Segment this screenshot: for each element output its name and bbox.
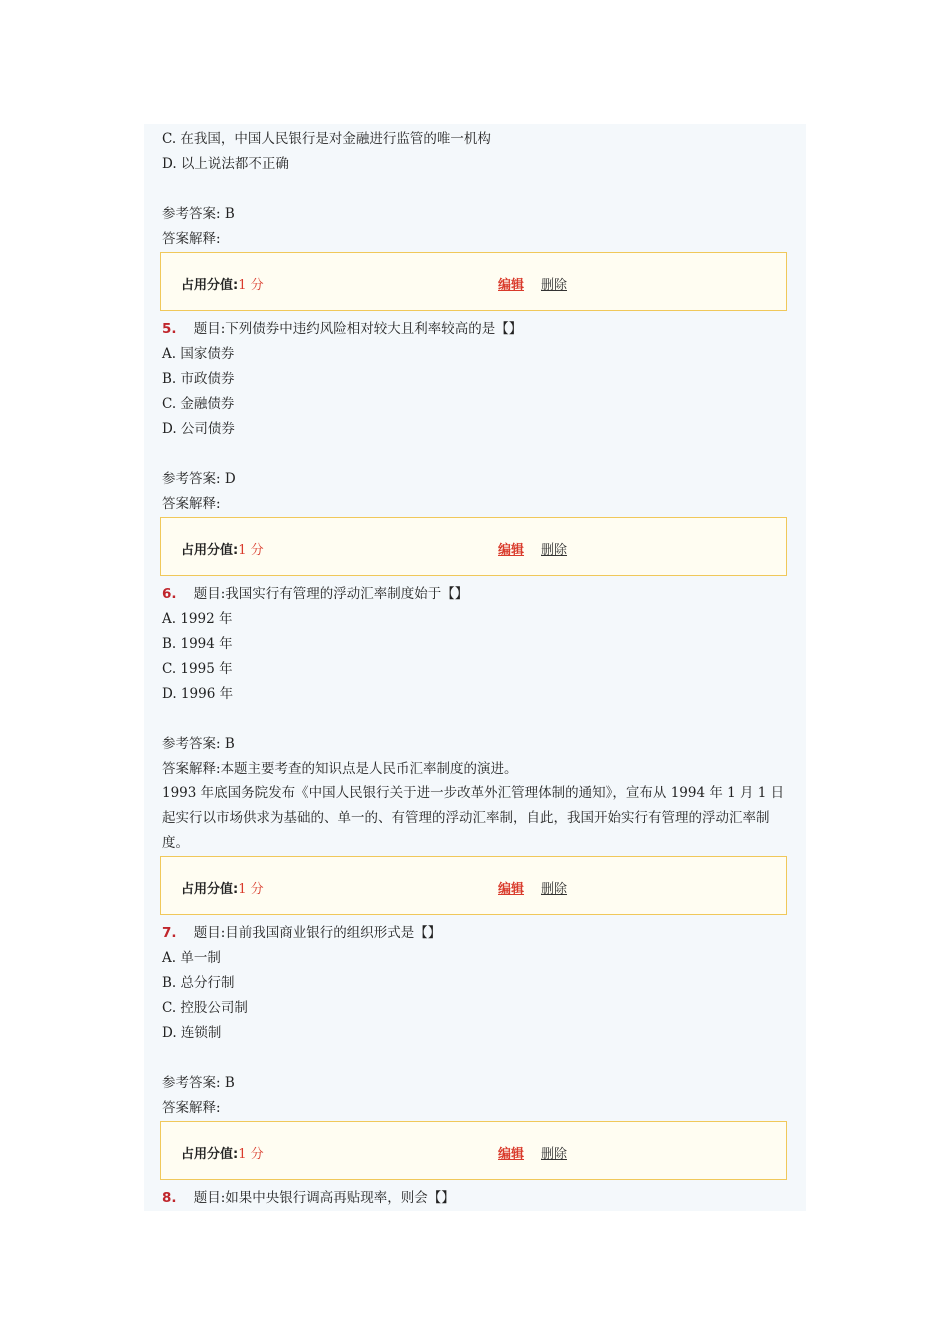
explanation-line: 度。 xyxy=(162,835,189,851)
option-c: C. 控股公司制 xyxy=(162,1000,248,1016)
option-a: A. 1992 年 xyxy=(162,611,233,627)
question-number: 8. xyxy=(162,1190,177,1206)
explanation-text: 本题主要考查的知识点是人民币汇率制度的演进。 xyxy=(220,761,518,777)
question-title: 8. 题目:如果中央银行调高再贴现率，则会【】 xyxy=(162,1190,455,1206)
delete-link[interactable]: 删除 xyxy=(541,882,568,897)
score-box xyxy=(160,856,787,915)
question-number: 5. xyxy=(162,321,177,337)
option-b: B. 总分行制 xyxy=(162,975,235,991)
option-b: B. 市政债券 xyxy=(162,371,235,387)
question-number: 7. xyxy=(162,925,177,941)
score-value: 1 分 xyxy=(238,278,264,293)
answer-value: B xyxy=(224,1075,235,1091)
reference-answer: 参考答案: B xyxy=(162,1075,235,1091)
edit-link[interactable]: 编辑 xyxy=(498,1147,525,1162)
score-box xyxy=(160,517,787,576)
score-label: 占用分值:1 分 xyxy=(181,1147,264,1162)
explanation-line: 起实行以市场供求为基础的、单一的、有管理的浮动汇率制，自此，我国开始实行有管理的浮动汇率制 xyxy=(162,810,770,826)
option-d: D. 连锁制 xyxy=(162,1025,222,1041)
score-box xyxy=(160,252,787,311)
answer-explanation: 答案解释: xyxy=(162,496,221,512)
score-label: 占用分值:1 分 xyxy=(181,882,264,897)
question-text: 如果中央银行调高再贴现率，则会【】 xyxy=(225,1190,455,1206)
answer-explanation: 答案解释:本题主要考查的知识点是人民币汇率制度的演进。 xyxy=(162,761,518,777)
option-d: D. 公司债券 xyxy=(162,421,235,437)
delete-link[interactable]: 删除 xyxy=(541,543,568,558)
option-c: C. 1995 年 xyxy=(162,661,233,677)
score-value: 1 分 xyxy=(238,882,264,897)
reference-answer: 参考答案: D xyxy=(162,471,236,487)
answer-value: B xyxy=(224,736,235,752)
question-title: 7. 题目:目前我国商业银行的组织形式是【】 xyxy=(162,925,442,941)
question-list-panel xyxy=(144,124,806,1211)
question-title: 5. 题目:下列债券中违约风险相对较大且利率较高的是【】 xyxy=(162,321,523,337)
score-value: 1 分 xyxy=(238,543,264,558)
score-label: 占用分值:1 分 xyxy=(181,278,264,293)
delete-link[interactable]: 删除 xyxy=(541,278,568,293)
delete-link[interactable]: 删除 xyxy=(541,1147,568,1162)
option-d: D. 1996 年 xyxy=(162,686,234,702)
answer-value: D xyxy=(224,471,236,487)
reference-answer: 参考答案: B xyxy=(162,736,235,752)
score-box xyxy=(160,1121,787,1180)
score-label: 占用分值:1 分 xyxy=(181,543,264,558)
option-d: D. 以上说法都不正确 xyxy=(162,156,289,172)
explanation-label: 答案解释: xyxy=(162,231,221,247)
option-c: C. 金融债券 xyxy=(162,396,235,412)
question-text: 目前我国商业银行的组织形式是【】 xyxy=(225,925,442,941)
question-text: 我国实行有管理的浮动汇率制度始于【】 xyxy=(225,586,469,602)
question-number: 6. xyxy=(162,586,177,602)
option-a: A. 单一制 xyxy=(162,950,221,966)
reference-answer xyxy=(162,205,235,223)
answer-explanation xyxy=(162,230,221,248)
question-text: 下列债券中违约风险相对较大且利率较高的是【】 xyxy=(225,321,523,337)
explanation-line: 1993 年底国务院发布《中国人民银行关于进一步改革外汇管理体制的通知》，宣布从 1994 年 1 月 1 日 xyxy=(162,785,785,801)
edit-link[interactable]: 编辑 xyxy=(498,543,525,558)
option-b: B. 1994 年 xyxy=(162,636,233,652)
answer-value: B xyxy=(224,206,235,222)
score-value: 1 分 xyxy=(238,1147,264,1162)
option-c: C. 在我国，中国人民银行是对金融进行监管的唯一机构 xyxy=(162,131,491,147)
edit-link[interactable]: 编辑 xyxy=(498,278,525,293)
edit-link[interactable]: 编辑 xyxy=(498,882,525,897)
answer-explanation: 答案解释: xyxy=(162,1100,221,1116)
answer-label: 参考答案: xyxy=(162,206,225,222)
question-title: 6. 题目:我国实行有管理的浮动汇率制度始于【】 xyxy=(162,586,469,602)
option-a: A. 国家债券 xyxy=(162,346,235,362)
